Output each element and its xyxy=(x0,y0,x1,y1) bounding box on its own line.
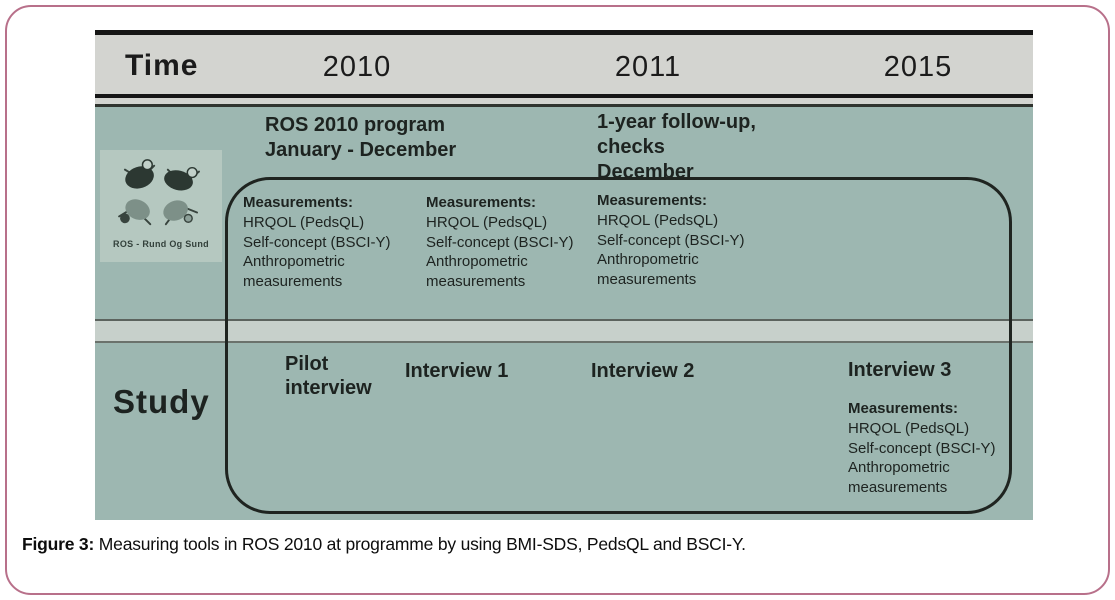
measurement-item: measurements xyxy=(426,273,526,291)
measurements-title: Measurements: xyxy=(597,192,708,209)
measurement-item: Self-concept (BSCI-Y) xyxy=(597,231,745,249)
measurements-title: Measurements: xyxy=(426,194,537,211)
year-label-2011: 2011 xyxy=(614,51,682,83)
pilot-line: Pilot xyxy=(285,353,329,375)
followup-line: 1-year follow-up, xyxy=(597,111,756,133)
interview-3-label: Interview 3 xyxy=(848,359,952,381)
measurements-title: Measurements: xyxy=(848,400,959,417)
measurements-block-mid xyxy=(426,193,574,292)
measurement-item: Self-concept (BSCI-Y) xyxy=(426,233,574,251)
measurements-title: Measurements: xyxy=(243,194,354,211)
ros-logo xyxy=(100,150,222,262)
ros-logo-caption: ROS - Rund Og Sund xyxy=(113,239,209,249)
measurement-item: Anthropometric xyxy=(597,251,699,269)
interview-2-label: Interview 2 xyxy=(591,360,695,382)
study-row-label: Study xyxy=(113,383,210,420)
time-header-label: Time xyxy=(125,49,199,82)
pilot-interview-label xyxy=(285,352,372,400)
measurement-item: Anthropometric xyxy=(243,253,345,271)
followup-line: checks xyxy=(597,136,665,158)
figure-caption-text: Measuring tools in ROS 2010 at programme by using BMI-SDS, PedsQL and BSCI-Y. xyxy=(98,534,746,554)
year-label-2010: 2010 xyxy=(322,51,392,83)
header-divider-line xyxy=(95,98,1033,107)
program-line: January - December xyxy=(265,139,457,161)
measurements-block-2010 xyxy=(243,193,391,292)
timeline-diagram xyxy=(95,30,1033,520)
followup-2011-text xyxy=(597,110,756,185)
measurement-item: HRQOL (PedsQL) xyxy=(597,211,719,229)
followup-line: December xyxy=(597,161,694,183)
measurement-item: measurements xyxy=(848,479,948,497)
figure-caption xyxy=(22,534,1092,555)
measurement-item: Self-concept (BSCI-Y) xyxy=(243,233,391,251)
year-label-2015: 2015 xyxy=(883,51,953,83)
pilot-line: interview xyxy=(285,377,372,399)
measurement-item: HRQOL (PedsQL) xyxy=(243,213,365,231)
figure-caption-label: Figure 3: xyxy=(22,534,95,554)
measurement-item: measurements xyxy=(597,271,697,289)
measurement-item: HRQOL (PedsQL) xyxy=(426,213,548,231)
timeline-body xyxy=(95,107,1033,520)
measurement-item: measurements xyxy=(243,273,343,291)
interview-1-label: Interview 1 xyxy=(405,360,509,382)
ros-logo-figures-icon xyxy=(107,156,215,232)
measurements-block-2011 xyxy=(597,191,745,290)
program-line: ROS 2010 program xyxy=(265,114,446,136)
measurement-item: HRQOL (PedsQL) xyxy=(848,419,970,437)
program-2010-text xyxy=(265,113,456,163)
measurement-item: Anthropometric xyxy=(426,253,528,271)
timeline-header-row xyxy=(95,30,1033,98)
measurement-item: Self-concept (BSCI-Y) xyxy=(848,439,996,457)
measurements-block-2015 xyxy=(848,399,996,498)
measurement-item: Anthropometric xyxy=(848,459,950,477)
